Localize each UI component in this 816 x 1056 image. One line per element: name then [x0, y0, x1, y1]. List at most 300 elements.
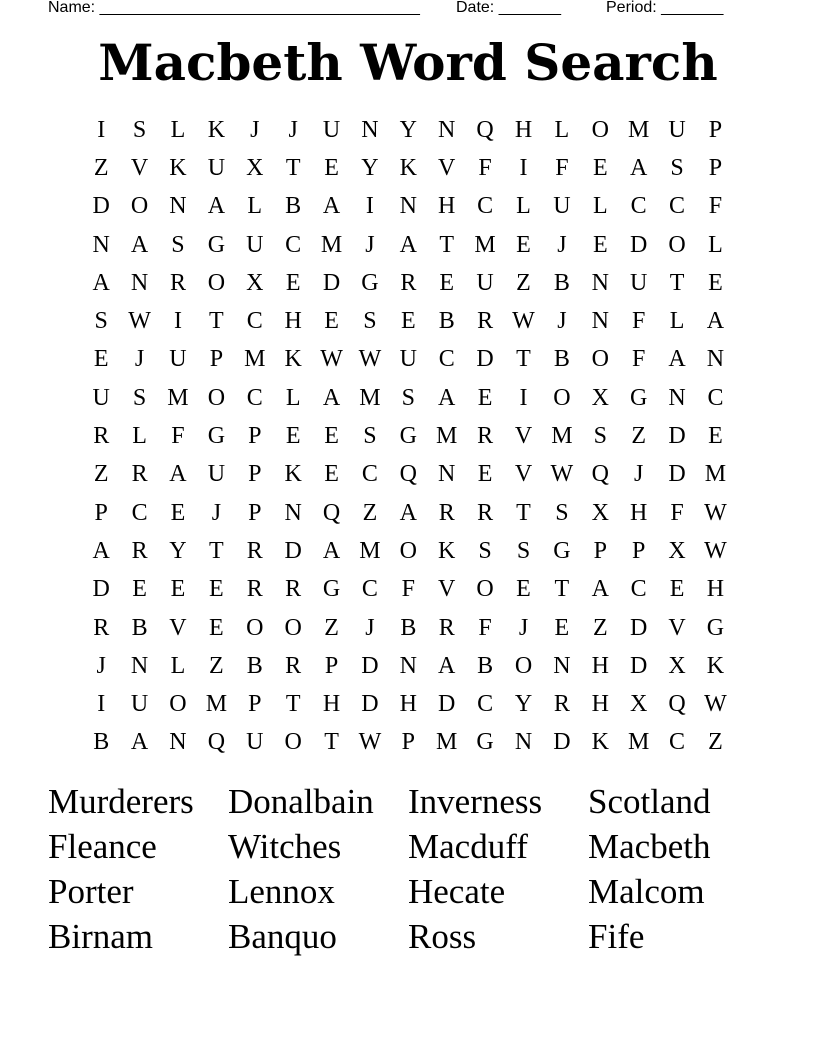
grid-letter: M — [359, 384, 381, 411]
grid-letter: S — [94, 308, 108, 335]
grid-letter: Z — [592, 614, 608, 641]
grid-letter: V — [668, 614, 686, 641]
grid-letter: N — [591, 308, 609, 335]
grid-letter: N — [706, 346, 725, 373]
grid-letter: E — [400, 308, 416, 335]
grid-letter: T — [324, 729, 339, 756]
grid-letter: V — [514, 423, 533, 450]
grid-letter: E — [209, 614, 224, 641]
grid-letter: W — [512, 308, 535, 335]
grid-letter: L — [708, 231, 723, 258]
grid-letter: R — [438, 614, 455, 641]
grid-letter: L — [285, 384, 301, 411]
word-bank-item: Murderers — [48, 782, 194, 821]
grid-letter: M — [436, 729, 458, 756]
grid-letter: O — [130, 193, 149, 220]
grid-letter: H — [591, 691, 609, 718]
date-field-label: Date: _______ — [456, 0, 561, 16]
grid-letter: Z — [362, 499, 378, 526]
grid-letter: U — [629, 269, 648, 296]
word-bank-item: Witches — [228, 827, 342, 866]
grid-letter: C — [246, 384, 263, 411]
grid-letter: U — [553, 193, 571, 220]
grid-letter: D — [322, 269, 341, 296]
grid-letter: K — [438, 537, 456, 564]
grid-letter: X — [629, 691, 648, 718]
grid-letter: I — [519, 384, 528, 411]
word-bank-item: Banquo — [228, 917, 337, 956]
grid-letter: O — [246, 614, 264, 641]
grid-letter: K — [284, 461, 302, 488]
grid-letter: C — [131, 499, 148, 526]
grid-letter: I — [97, 691, 106, 718]
grid-letter: N — [438, 116, 456, 143]
grid-letter: T — [669, 269, 685, 296]
word-bank-item: Fife — [588, 917, 645, 956]
grid-letter: S — [132, 116, 147, 143]
grid-letter: E — [285, 423, 301, 450]
grid-letter: Q — [668, 691, 686, 718]
grid-letter: T — [209, 308, 224, 335]
grid-letter: R — [131, 537, 148, 564]
grid-letter: K — [207, 116, 226, 143]
grid-letter: O — [591, 116, 609, 143]
grid-letter: D — [438, 691, 456, 718]
grid-letter: I — [365, 193, 374, 220]
student-info-header — [48, 0, 723, 19]
grid-letter: S — [516, 537, 531, 564]
grid-letter: P — [593, 537, 607, 564]
grid-letter: Z — [93, 461, 109, 488]
grid-letter: P — [248, 691, 262, 718]
grid-letter: P — [94, 499, 108, 526]
word-bank-item: Porter — [48, 872, 134, 911]
grid-letter: L — [669, 308, 685, 335]
word-bank — [48, 779, 768, 959]
name-field-label: Name: ____________________________________ — [48, 0, 420, 16]
grid-letter: Q — [399, 461, 417, 488]
grid-letter: P — [708, 116, 723, 143]
grid-letter: P — [209, 346, 224, 373]
grid-letter: Z — [324, 614, 339, 641]
grid-letter: R — [438, 499, 455, 526]
grid-letter: H — [514, 116, 533, 143]
grid-letter: M — [436, 423, 458, 450]
grid-letter: H — [629, 499, 648, 526]
grid-letter: J — [557, 231, 567, 258]
grid-letter: A — [130, 231, 149, 258]
word-bank-item: Macbeth — [588, 827, 711, 866]
grid-letter: N — [361, 116, 379, 143]
grid-letter: L — [170, 652, 186, 679]
grid-letter: O — [284, 614, 302, 641]
grid-letter: X — [591, 499, 609, 526]
grid-letter: N — [514, 729, 533, 756]
grid-letter: E — [209, 576, 224, 603]
grid-letter: F — [401, 576, 415, 603]
grid-letter: T — [439, 231, 455, 258]
grid-letter: N — [130, 269, 149, 296]
grid-letter: A — [629, 154, 648, 181]
grid-letter: O — [207, 384, 226, 411]
grid-letter: Z — [93, 154, 109, 181]
word-bank-item: Birnam — [48, 917, 153, 956]
grid-letter: B — [553, 269, 570, 296]
grid-letter: F — [555, 154, 569, 181]
grid-letter: E — [516, 576, 531, 603]
grid-letter: O — [476, 576, 494, 603]
grid-letter: H — [322, 691, 341, 718]
grid-letter: U — [169, 346, 187, 373]
grid-letter: A — [322, 193, 341, 220]
grid-letter: B — [477, 652, 494, 679]
grid-letter: R — [93, 614, 110, 641]
word-bank-item: Lennox — [228, 872, 335, 911]
grid-letter: N — [284, 499, 302, 526]
grid-letter: J — [518, 614, 529, 641]
grid-letter: N — [399, 652, 417, 679]
grid-letter: B — [400, 614, 417, 641]
grid-letter: M — [704, 461, 727, 488]
grid-letter: G — [629, 384, 648, 411]
grid-letter: S — [478, 537, 492, 564]
grid-letter: N — [668, 384, 686, 411]
grid-letter: P — [631, 537, 646, 564]
word-search-grid — [82, 111, 735, 762]
grid-letter: Q — [207, 729, 226, 756]
grid-letter: E — [592, 154, 608, 181]
grid-letter: R — [477, 499, 494, 526]
grid-letter: R — [246, 537, 263, 564]
grid-letter: W — [320, 346, 343, 373]
grid-letter: K — [591, 729, 609, 756]
grid-letter: Q — [476, 116, 494, 143]
grid-letter: R — [477, 423, 494, 450]
grid-letter: C — [669, 729, 686, 756]
grid-letter: I — [173, 308, 182, 335]
grid-letter: C — [477, 193, 494, 220]
grid-letter: O — [514, 652, 533, 679]
grid-letter: M — [474, 231, 496, 258]
grid-letter: E — [439, 269, 455, 296]
grid-letter: M — [320, 231, 343, 258]
grid-letter: G — [553, 537, 571, 564]
grid-letter: S — [593, 423, 607, 450]
grid-letter: P — [324, 652, 339, 679]
grid-letter: E — [132, 576, 147, 603]
grid-letter: O — [553, 384, 571, 411]
grid-letter: V — [169, 614, 187, 641]
grid-letter: E — [516, 231, 531, 258]
grid-letter: Q — [322, 499, 341, 526]
grid-letter: O — [399, 537, 417, 564]
grid-letter: J — [96, 652, 106, 679]
grid-letter: M — [244, 346, 266, 373]
grid-letter: Y — [399, 116, 417, 143]
grid-letter: J — [365, 231, 375, 258]
grid-letter: T — [516, 499, 531, 526]
grid-letter: U — [246, 729, 264, 756]
grid-letter: B — [553, 346, 570, 373]
grid-letter: W — [128, 308, 151, 335]
grid-letter: T — [285, 154, 301, 181]
grid-letter: J — [288, 116, 298, 143]
grid-letter: E — [324, 308, 339, 335]
grid-letter: E — [708, 423, 723, 450]
grid-letter: N — [130, 652, 149, 679]
grid-letter: N — [169, 193, 187, 220]
grid-letter: A — [591, 576, 609, 603]
grid-letter: H — [438, 193, 456, 220]
grid-letter: R — [246, 576, 263, 603]
grid-letter: E — [170, 499, 186, 526]
grid-letter: C — [630, 193, 647, 220]
grid-letter: E — [554, 614, 570, 641]
grid-letter: X — [668, 652, 686, 679]
grid-letter: G — [322, 576, 341, 603]
grid-letter: Y — [361, 154, 379, 181]
grid-letter: B — [285, 193, 302, 220]
grid-letter: R — [400, 269, 417, 296]
grid-letter: D — [629, 652, 648, 679]
grid-letter: T — [554, 576, 570, 603]
grid-letter: B — [438, 308, 455, 335]
grid-letter: C — [630, 576, 647, 603]
grid-letter: J — [134, 346, 145, 373]
grid-letter: C — [361, 461, 378, 488]
grid-letter: V — [438, 154, 456, 181]
grid-letter: X — [246, 269, 264, 296]
grid-letter: U — [246, 231, 264, 258]
grid-letter: C — [285, 231, 302, 258]
grid-letter: U — [130, 691, 149, 718]
grid-letter: G — [207, 423, 226, 450]
grid-letter: W — [704, 499, 727, 526]
grid-letter: R — [553, 691, 570, 718]
grid-letter: J — [211, 499, 222, 526]
grid-letter: U — [668, 116, 686, 143]
grid-letter: U — [207, 154, 226, 181]
grid-letter: K — [169, 154, 187, 181]
grid-letter: W — [358, 346, 382, 373]
grid-letter: S — [363, 423, 377, 450]
grid-letter: S — [670, 154, 684, 181]
grid-letter: Z — [708, 729, 723, 756]
grid-letter: E — [324, 154, 339, 181]
grid-letter: D — [361, 652, 379, 679]
grid-letter: W — [358, 729, 382, 756]
grid-letter: W — [704, 691, 727, 718]
grid-letter: A — [438, 652, 456, 679]
grid-letter: S — [171, 231, 185, 258]
grid-letter: L — [592, 193, 608, 220]
grid-letter: O — [668, 231, 686, 258]
grid-letter: D — [361, 691, 379, 718]
grid-letter: U — [207, 461, 226, 488]
grid-letter: P — [248, 423, 262, 450]
grid-letter: Y — [169, 537, 187, 564]
grid-letter: A — [169, 461, 187, 488]
grid-letter: H — [399, 691, 417, 718]
grid-letter: O — [207, 269, 226, 296]
grid-letter: W — [550, 461, 574, 488]
grid-letter: E — [170, 576, 186, 603]
grid-letter: R — [285, 576, 302, 603]
period-field-label: Period: _______ — [606, 0, 724, 16]
grid-letter: P — [248, 499, 262, 526]
grid-letter: U — [322, 116, 341, 143]
grid-letter: E — [324, 461, 339, 488]
grid-letter: U — [92, 384, 110, 411]
grid-letter: S — [401, 384, 415, 411]
grid-letter: F — [708, 193, 723, 220]
grid-letter: E — [285, 269, 301, 296]
grid-letter: M — [627, 729, 650, 756]
grid-letter: M — [551, 423, 573, 450]
grid-letter: N — [553, 652, 571, 679]
grid-letter: Z — [631, 423, 646, 450]
word-bank-item: Scotland — [588, 782, 711, 821]
grid-letter: X — [246, 154, 264, 181]
grid-letter: D — [476, 346, 494, 373]
grid-letter: L — [554, 116, 570, 143]
grid-letter: V — [130, 154, 149, 181]
grid-letter: A — [399, 499, 417, 526]
grid-letter: H — [284, 308, 302, 335]
word-bank-item: Macduff — [408, 827, 528, 866]
grid-letter: G — [399, 423, 417, 450]
grid-letter: C — [438, 346, 455, 373]
grid-letter: D — [629, 231, 648, 258]
grid-letter: H — [591, 652, 609, 679]
grid-letter: E — [477, 461, 493, 488]
grid-letter: O — [284, 729, 302, 756]
grid-letter: F — [478, 154, 492, 181]
grid-letter: D — [668, 423, 686, 450]
grid-letter: E — [324, 423, 339, 450]
grid-letter: Q — [591, 461, 609, 488]
grid-letter: D — [92, 576, 110, 603]
word-bank-item: Hecate — [408, 872, 506, 911]
grid-letter: D — [92, 193, 110, 220]
grid-letter: R — [477, 308, 494, 335]
grid-letter: N — [591, 269, 609, 296]
grid-letter: F — [478, 614, 492, 641]
grid-letter: Y — [514, 691, 533, 718]
grid-letter: E — [477, 384, 493, 411]
grid-letter: I — [519, 154, 528, 181]
grid-letter: D — [629, 614, 648, 641]
grid-letter: M — [627, 116, 650, 143]
grid-letter: P — [708, 154, 723, 181]
grid-letter: S — [555, 499, 569, 526]
grid-letter: O — [591, 346, 609, 373]
grid-letter: F — [670, 499, 684, 526]
grid-letter: I — [97, 116, 106, 143]
grid-letter: E — [708, 269, 723, 296]
grid-letter: C — [361, 576, 378, 603]
grid-letter: M — [205, 691, 228, 718]
grid-letter: B — [131, 614, 148, 641]
grid-letter: L — [170, 116, 186, 143]
grid-letter: A — [399, 231, 417, 258]
grid-letter: D — [553, 729, 571, 756]
grid-letter: M — [167, 384, 189, 411]
grid-letter: U — [476, 269, 494, 296]
grid-letter: P — [401, 729, 415, 756]
word-bank-item: Inverness — [408, 782, 543, 821]
grid-letter: D — [668, 461, 686, 488]
word-bank-item: Fleance — [48, 827, 157, 866]
grid-letter: A — [92, 537, 110, 564]
grid-letter: N — [399, 193, 417, 220]
grid-letter: L — [247, 193, 263, 220]
grid-letter: D — [284, 537, 302, 564]
grid-letter: K — [284, 346, 302, 373]
grid-letter: R — [169, 269, 186, 296]
grid-letter: L — [516, 193, 531, 220]
grid-letter: C — [707, 384, 724, 411]
grid-letter: Z — [209, 652, 224, 679]
grid-letter: Z — [516, 269, 531, 296]
grid-letter: A — [706, 308, 725, 335]
grid-letter: S — [363, 308, 377, 335]
grid-letter: A — [438, 384, 456, 411]
grid-letter: S — [132, 384, 147, 411]
grid-letter: E — [93, 346, 109, 373]
grid-letter: H — [706, 576, 725, 603]
grid-letter: A — [322, 537, 341, 564]
grid-letter: A — [130, 729, 149, 756]
grid-letter: N — [438, 461, 456, 488]
grid-letter: K — [706, 652, 725, 679]
word-bank-item: Ross — [408, 917, 477, 956]
grid-letter: A — [668, 346, 686, 373]
grid-letter: P — [248, 461, 262, 488]
grid-letter: E — [592, 231, 608, 258]
grid-letter: T — [516, 346, 531, 373]
grid-letter: X — [668, 537, 686, 564]
grid-letter: B — [93, 729, 110, 756]
grid-letter: M — [359, 537, 381, 564]
grid-letter: C — [669, 193, 686, 220]
grid-letter: V — [514, 461, 533, 488]
grid-letter: A — [92, 269, 110, 296]
grid-letter: E — [669, 576, 685, 603]
grid-letter: L — [132, 423, 147, 450]
grid-letter: J — [365, 614, 375, 641]
grid-letter: G — [361, 269, 379, 296]
grid-letter: X — [591, 384, 609, 411]
grid-letter: R — [131, 461, 148, 488]
grid-letter: T — [285, 691, 301, 718]
grid-letter: J — [250, 116, 260, 143]
grid-letter: A — [207, 193, 226, 220]
grid-letter: T — [209, 537, 224, 564]
grid-letter: K — [399, 154, 417, 181]
grid-letter: B — [246, 652, 263, 679]
grid-letter: O — [169, 691, 187, 718]
grid-letter: F — [171, 423, 185, 450]
word-bank-item: Malcom — [588, 872, 705, 911]
grid-letter: J — [633, 461, 644, 488]
grid-letter: G — [207, 231, 226, 258]
grid-letter: C — [477, 691, 494, 718]
grid-letter: V — [438, 576, 456, 603]
grid-letter: F — [631, 308, 646, 335]
grid-letter: N — [92, 231, 110, 258]
grid-letter: R — [285, 652, 302, 679]
